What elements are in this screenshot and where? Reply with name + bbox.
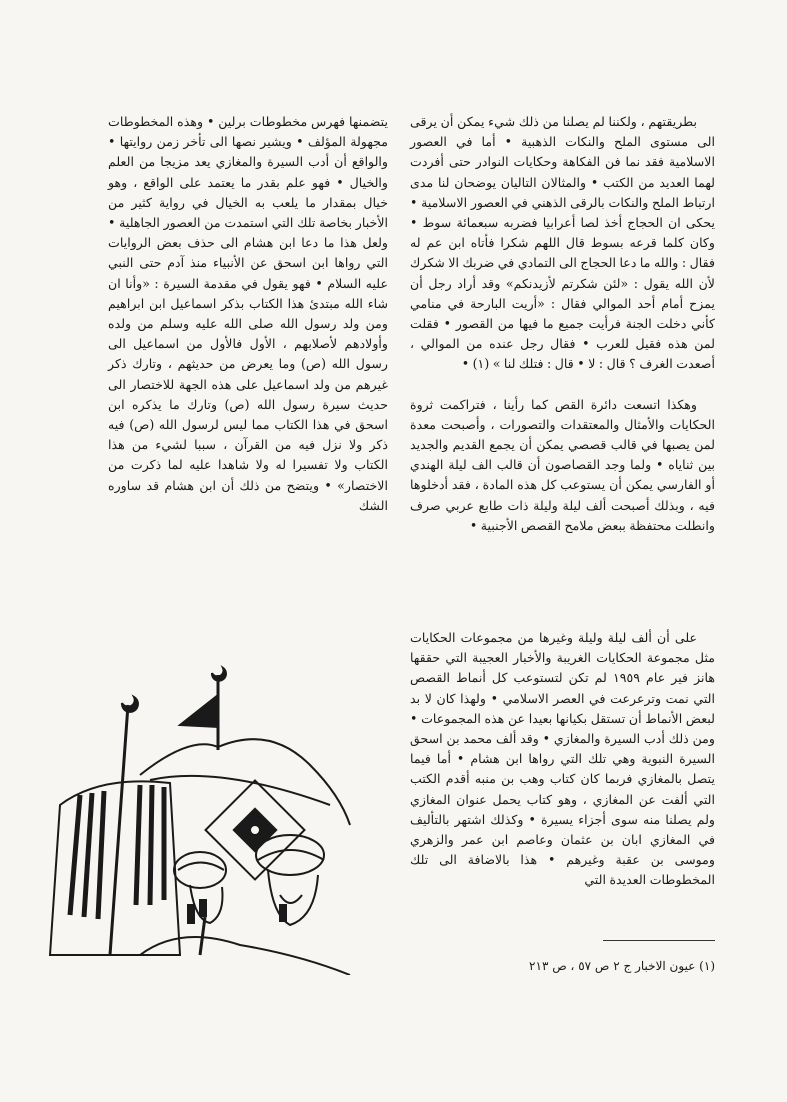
paragraph: يتضمنها فهرس مخطوطات برلين • وهذه المخطوطات مجهولة المؤلف • ويشير نصها الى تأخر زمن روايتها • والواقع أن أدب السيرة والمغازي يعد مزيجا من العلم والخيال • فهو علم بقدر ما يعتمد على الواقع ، وهو خيال بمقدار ما يلعب به الخيال في رواية كثير من الأخبار بخاصة تلك التي استمدت من العصور الجاهلية • ولعل هذا ما دعا ابن هشام الى حذف بعض الروايات التي رواها ابن اسحق عن الأنبياء منذ آدم حتى النبي عليه السلام • فهو يقول في مقدمة السيرة : «وأنا ان شاء الله مبتدئ هذا الكتاب بذكر اسماعيل ابن ابراهيم ومن ولد رسول الله صلى الله عليه وسلم من ولده وأولادهم لأصلابهم ، الأول فالأول من اسماعيل الى رسول الله (ص) وما يعرض من حديثهم ، وتارك ذكر غيرهم من ولد اسماعيل على هذه الجهة للاختصار الى حديث سيرة رسول الله (ص) وتارك ما يذكره ابن اسحق في هذا الكتاب مما ليس لرسول الله (ص) فيه ذكر ولا نزل فيه من القرآن ، سببا لشيء من هذا الكتاب ولا تفسيرا له ولا شاهدا عليه لما ذكرت من الاختصار» • ويتضح من ذلك أن ابن هشام قد ساوره الشك (108, 114, 388, 513)
right-column-bottom (410, 628, 715, 891)
paragraph: بطريقتهم ، ولكننا لم يصلنا من ذلك شيء يمكن أن يرقى الى مستوى الملح والنكات الذهبية • أما في العصور الاسلامية فقد نما فن الفكاهة وحكايات النوادر حتى أفردت لهما العديد من الكتب • والمثالان التاليان يوضحان لنا مدى ارتباط الملح والنكات بالرقى الذهني في العصور الاسلامية • يحكى ان الحجاج أخذ لصا أعرابيا فضربه سبعمائة سوط • وكان كلما قرعه بسوط قال اللهم شكرا فأتاه ابن عم له فقال : والله ما دعا الحجاج الى التمادي في ضربك الا شكرك لأن الله يقول : «لئن شكرتم لأزيدنكم» وقد أراد رجل أن يمزح أمام أحد الموالي فقال : «أريت البارحة في منامي كأني دخلت الجنة فرأيت جميع ما فيها من القصور • فقلت لمن هذه فقيل للعرب • فقال رجل عنده من الموالي ، أصعدت الغرف ؟ قال : لا • قال : فتلك لنا » (١) • (410, 114, 715, 372)
left-column (108, 112, 388, 516)
crescent-icon (212, 668, 226, 681)
crescent-icon (122, 697, 138, 712)
tent-storytellers-illustration (40, 655, 360, 975)
banner-pole (110, 705, 128, 955)
paragraph: على أن ألف ليلة وليلة وغيرها من مجموعات الحكايات مثل مجموعة الحكايات الغريبة والأخبار العجيبة التي حققها هانز فير عام ١٩٥٩ لم تكن لتستوعب كل أنماط القصص التي نمت وترعرعت في العصر الاسلامي • ولهذا كان لا بد لبعض الأنماط أن تستقل بكيانها بعيدا عن هذه المجموعات • ومن ذلك أدب السيرة والمغازي • وقد ألف محمد بن اسحق السيرة النبوية وهي تلك التي رواها ابن هشام • أما فيما يتصل بالمغازي فربما كان كتاب وهب بن منبه أقدم الكتب التي ألفت عن المغازي ، وهو كتاب يحمل عنوان المغازي ولم يصلنا منه سوى أجزاء يسيرة • وكذلك اشتهر بالتأليف في المغازي ابان بن عثمان وعاصم ابن عمر والزهري وموسى بن عقبة وغيرهم • هذا بالاضافة الى تلك المخطوطات العديدة التي (410, 630, 715, 888)
ornament-panel (206, 781, 305, 880)
pennant (180, 695, 218, 727)
footnote-divider (603, 940, 715, 941)
footnote: (١) عيون الاخبار ج ٢ ص ٥٧ ، ص ٢١٣ (529, 959, 715, 973)
paragraph: وهكذا اتسعت دائرة القص كما رأينا ، فتراكمت ثروة الحكايات والأمثال والمعتقدات والتصورات ، وأصبحت معدة لمن يصبها في قالب قصصي يمكن أن يجمع القديم والجديد بين ثناياه • ولما وجد القصاصون أن قالب الف ليلة الهندي أو الفارسي يمكن أن يستوعب كل هذه المادة ، فقد أدخلوها فيه ، وبذلك أصبحت ألف ليلة وليلة ذات طابع عربي صرف وانطلت محتفظة ببعض ملامح القصص الأجنبية • (410, 396, 715, 533)
right-column-top (410, 112, 715, 536)
listener-figure (256, 835, 324, 925)
